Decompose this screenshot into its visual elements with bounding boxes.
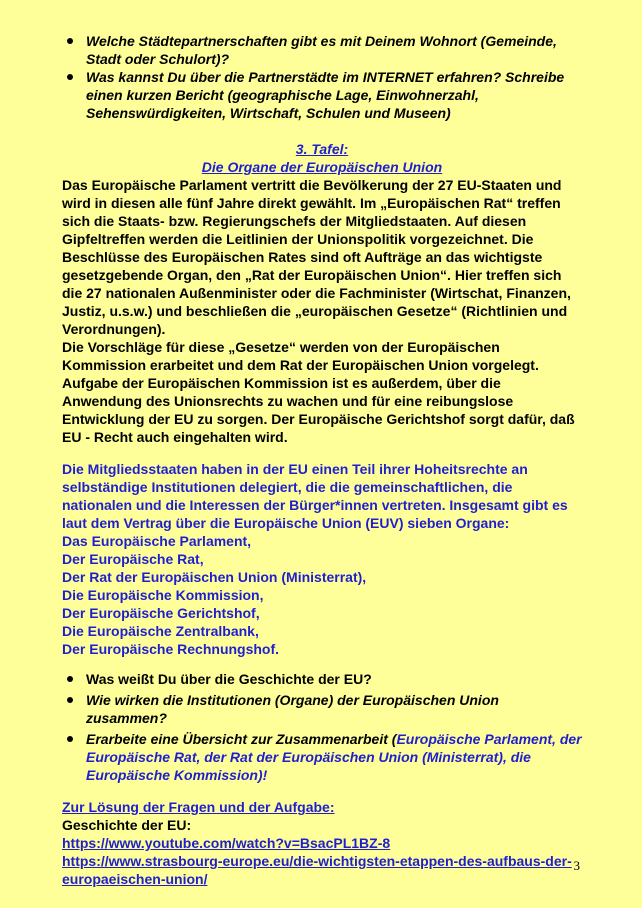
paragraph-member-states: Die Mitgliedsstaaten haben in der EU einen Teil ihrer Hoheitsrechte an selbständige Institutionen delegiert, die die gemeinschaftlichen, die nationalen und die Interessen der Bürger*innen vertreten. Insgesamt gibt es laut dem Vertrag über die Europäische Union (EUV) sieben Organe: xyxy=(62,461,568,531)
list-item: Das Europäische Parlament, xyxy=(62,533,252,549)
list-item: Welche Städtepartnerschaften gibt es mit Deinem Wohnort (Gemeinde, Stadt oder Schulort)? xyxy=(62,32,582,68)
bullet-icon xyxy=(67,74,73,80)
section-title: Die Organe der Europäischen Union xyxy=(201,159,443,175)
task-question-list xyxy=(62,670,582,784)
list-item: Der Europäische Gerichtshof, xyxy=(62,605,260,621)
bullet-icon xyxy=(67,38,73,44)
bullet-icon xyxy=(67,736,73,742)
list-item: Die Europäische Kommission, xyxy=(62,587,264,603)
page-content xyxy=(62,32,582,888)
list-item: Der Europäische Rechnungshof. xyxy=(62,641,280,657)
solution-heading: Zur Lösung der Fragen und der Aufgabe: xyxy=(62,799,335,815)
page-number: 3 xyxy=(573,858,580,873)
list-item: Erarbeite eine Übersicht zur Zusammenarbeit (Europäische Parlament, der Europäische Rat, der Rat der Europäischen Union (Ministerrat), die Europäische Kommission)! xyxy=(62,730,582,784)
bullet-icon xyxy=(67,697,73,703)
bullet-icon xyxy=(67,676,73,682)
solution-subheading: Geschichte der EU: xyxy=(62,817,192,833)
paragraph-commission-court: Die Vorschläge für diese „Gesetze“ werden von der Europäischen Kommission erarbeitet und dem Rat der Europäischen Union vorgelegt. Aufgabe der Europäischen Kommission ist es außerdem, über die Anwendung des Unionsrechts zu wachen und für eine reibungslose Entwicklung der EU zu sorgen. Der Europäische Gerichtshof sorgt dafür, daß EU - Recht auch eingehalten wird. xyxy=(62,339,575,445)
youtube-link[interactable]: https://www.youtube.com/watch?v=BsacPL1BZ-8 xyxy=(62,835,391,851)
list-item: Was kannst Du über die Partnerstädte im INTERNET erfahren? Schreibe einen kurzen Bericht (geographische Lage, Einwohnerzahl, Sehenswürdigkeiten, Wirtschaft, Schulen und Museen) xyxy=(62,68,582,122)
strasbourg-europe-link[interactable]: https://www.strasbourg-europe.eu/die-wichtigsten-etappen-des-aufbaus-der-europaeischen-union/ xyxy=(62,853,572,887)
section-number: 3. Tafel: xyxy=(295,141,349,157)
top-question-list xyxy=(62,32,582,122)
list-item: Der Rat der Europäischen Union (Ministerrat), xyxy=(62,569,367,585)
list-item: Die Europäische Zentralbank, xyxy=(62,623,259,639)
organ-list xyxy=(62,532,582,658)
paragraph-parliament-council: Das Europäische Parlament vertritt die Bevölkerung der 27 EU-Staaten und wird in diesen alle fünf Jahre direkt gewählt. Im „Europäischen Rat“ treffen sich die Staats- bzw. Regierungschefs der Mitgliedstaaten. Auf diesen Gipfeltreffen werden die Leitlinien der Unionspolitik vorgezeichnet. Die Beschlüsse des Europäischen Rates sind oft Aufträge an das wichtigste gesetzgebende Organ, den „Rat der Europäischen Union“. Hier treffen sich die 27 nationalen Außenminister oder die Fachminister (Wirtschat, Finanzen, Justiz, u.s.w.) und beschließen die „europäischen Gesetze“ (Richtlinien und Verordnungen). xyxy=(62,177,571,337)
list-item: Wie wirken die Institutionen (Organe) der Europäischen Union zusammen? xyxy=(62,691,582,727)
list-item: Was weißt Du über die Geschichte der EU? xyxy=(62,670,582,688)
list-item: Der Europäische Rat, xyxy=(62,551,204,567)
